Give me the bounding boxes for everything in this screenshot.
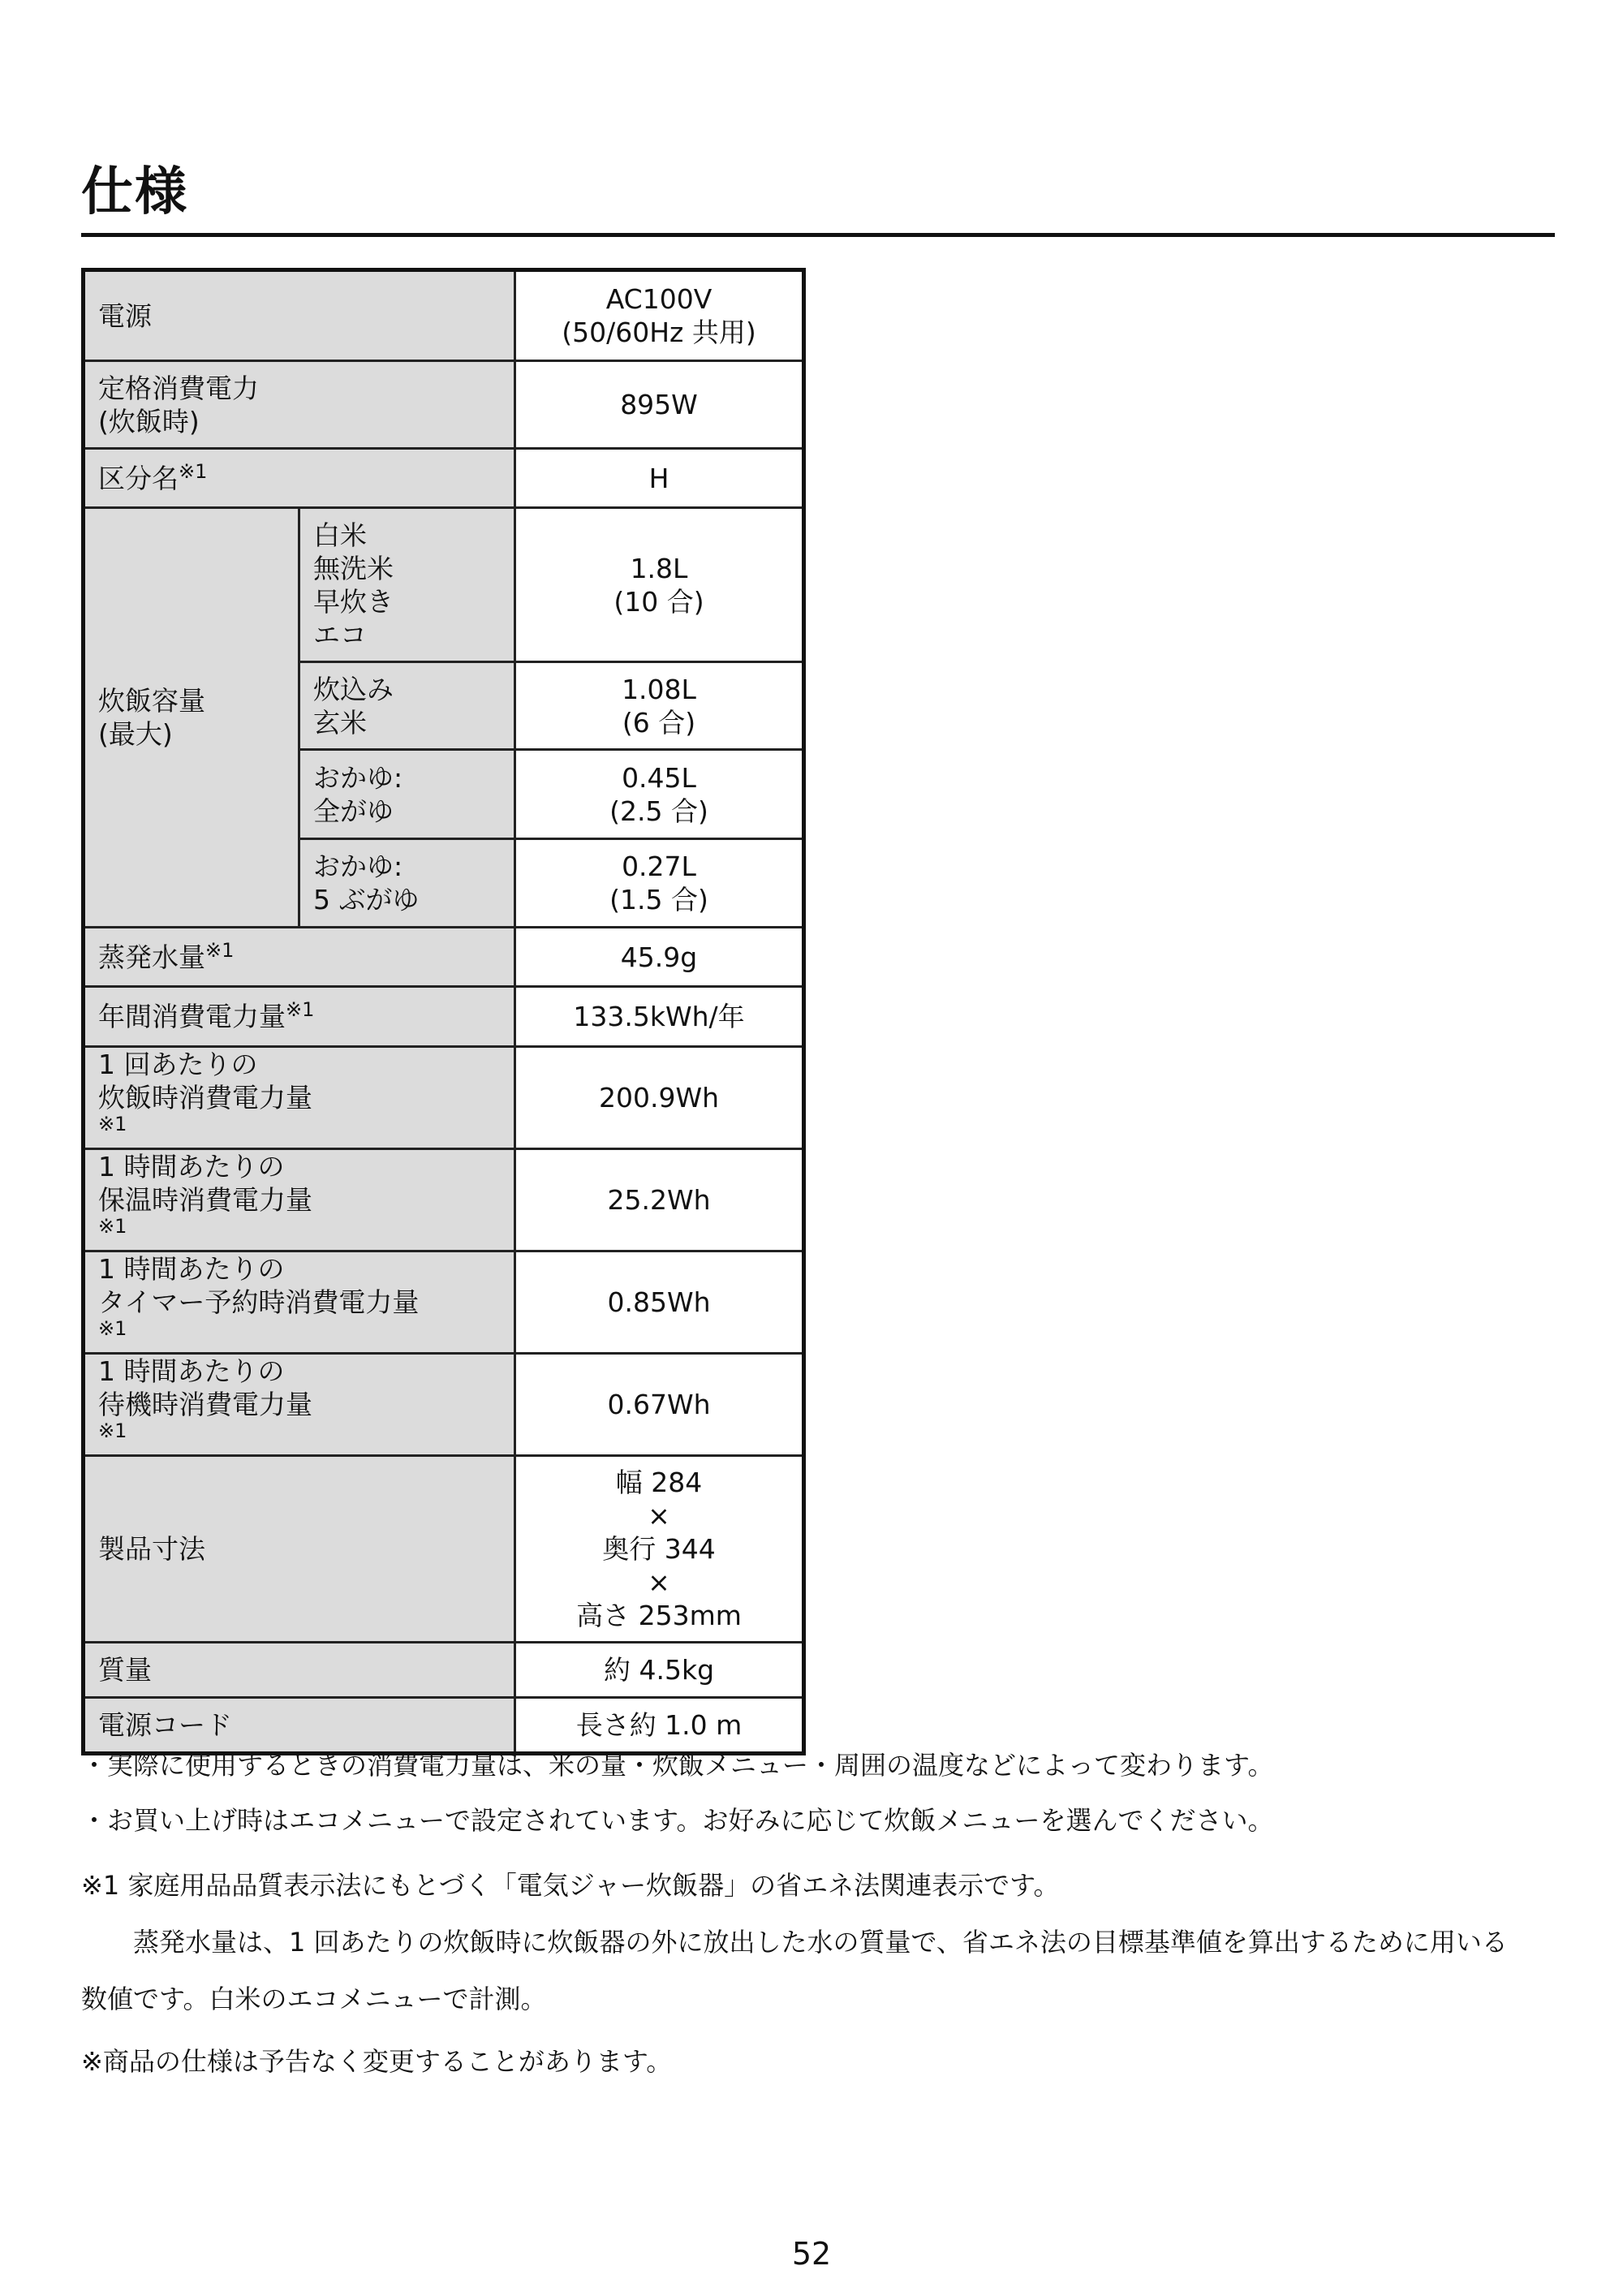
spec-change-disclaimer: ※商品の仕様は予告なく変更することがあります。 [81,2046,673,2077]
timer-value: 0.85Wh [515,1251,804,1354]
table-row [84,1251,804,1354]
footnote-mark: ※1 [98,1215,127,1238]
capacity-mode: おかゆ: 5 ぶがゆ [299,839,515,928]
capacity-value: 1.8L (10 合) [515,508,804,662]
annual-power-value: 133.5kWh/年 [515,987,804,1047]
table-row [84,1456,804,1643]
mass-value: 約 4.5kg [515,1643,804,1698]
spec-table [81,268,806,1755]
capacity-value: 0.45L (2.5 合) [515,750,804,839]
table-row [84,928,804,987]
rated-power-value: 895W [515,361,804,449]
power-source-value: AC100V (50/60Hz 共用) [515,270,804,361]
footnote-evaporation-cont: 数値です。白米のエコメニューで計測。 [81,1984,547,2014]
timer-label: 1 時間あたりの タイマー予約時消費電力量 $^{※1}$ [84,1251,515,1354]
standby-value: 0.67Wh [515,1354,804,1456]
capacity-label: 炊飯容量 (最大) [84,508,299,928]
evaporation-label: 蒸発水量$^{※1}$ [84,928,515,987]
dimensions-label: 製品寸法 [84,1456,515,1643]
category-value: H [515,449,804,508]
keep-warm-value: 25.2Wh [515,1149,804,1251]
capacity-value: 1.08L (6 合) [515,662,804,750]
footnote-1: ※1 家庭用品品質表示法にもとづく「電気ジャー炊飯器」の省エネ法関連表示です。 [81,1870,1060,1901]
note-power-variation: ・実際に使用するときの消費電力量は、米の量・炊飯メニュー・周囲の温度などによって変わります。 [81,1750,1274,1781]
cord-value: 長さ約 1.0 m [515,1698,804,1754]
capacity-mode: おかゆ: 全がゆ [299,750,515,839]
table-row [84,1149,804,1251]
dimensions-value: 幅 284 × 奥行 344 × 高さ 253mm [515,1456,804,1643]
evaporation-value: 45.9g [515,928,804,987]
footnote-mark: ※1 [205,938,235,962]
footnote-mark: ※1 [98,1113,127,1135]
footnote-mark: ※1 [98,1419,127,1442]
power-source-label: 電源 [84,270,515,361]
capacity-mode: 白米 無洗米 早炊き エコ [299,508,515,662]
footnote-mark: ※1 [286,998,315,1021]
standby-label: 1 時間あたりの 待機時消費電力量 $^{※1}$ [84,1354,515,1456]
table-row [84,987,804,1047]
page-number: 52 [791,2236,832,2272]
keep-warm-label: 1 時間あたりの 保温時消費電力量 $^{※1}$ [84,1149,515,1251]
table-row [84,508,804,662]
rated-power-label: 定格消費電力 (炊飯時) [84,361,515,449]
capacity-value: 0.27L (1.5 合) [515,839,804,928]
per-cook-label: 1 回あたりの 炊飯時消費電力量 $^{※1}$ [84,1047,515,1149]
per-cook-value: 200.9Wh [515,1047,804,1149]
table-row [84,361,804,449]
annual-power-label: 年間消費電力量$^{※1}$ [84,987,515,1047]
table-row [84,1643,804,1698]
cord-label: 電源コード [84,1698,515,1754]
table-row [84,1354,804,1456]
footnote-mark: ※1 [179,459,208,483]
title-divider [81,233,1555,237]
note-eco-default: ・お買い上げ時はエコメニューで設定されています。お好みに応じて炊飯メニューを選んでください。 [81,1805,1274,1836]
mass-label: 質量 [84,1643,515,1698]
footnote-mark: ※1 [98,1317,127,1340]
category-label: 区分名$^{※1}$ [84,449,515,508]
footnote-evaporation: 蒸発水量は、1 回あたりの炊飯時に炊飯器の外に放出した水の質量で、省エネ法の目標基準値を算出するために用いる [81,1927,1508,1958]
capacity-mode: 炊込み 玄米 [299,662,515,750]
table-row [84,449,804,508]
table-row [84,270,804,361]
page-title: 仕様 [81,162,188,222]
table-row [84,1047,804,1149]
